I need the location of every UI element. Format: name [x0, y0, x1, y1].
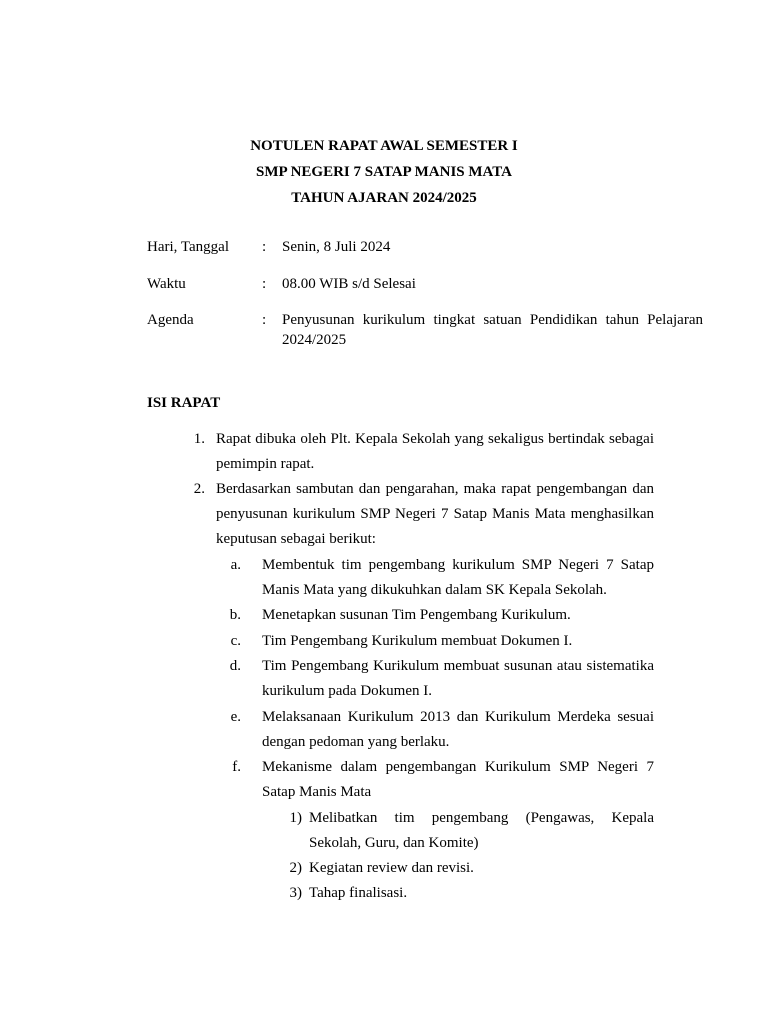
- sub-list-letter: b.: [229, 607, 241, 623]
- sub-list-text: Membentuk tim pengembang kurikulum SMP Negeri 7 Satap Manis Mata yang dikukuhkan dalam SK Kepala Sekolah.: [262, 557, 654, 598]
- sub-list-text: Mekanisme dalam pengembangan Kurikulum SMP Negeri 7 Satap Manis Mata: [262, 759, 654, 800]
- meta-value: Penyusunan kurikulum tingkat satuan Pendidikan tahun Pelajaran 2024/2025: [282, 312, 703, 348]
- sub-list-text: Tim Pengembang Kurikulum membuat susunan atau sistematika kurikulum pada Dokumen I.: [262, 658, 654, 699]
- sub-list-letter: a.: [230, 557, 241, 573]
- list-number: 2.: [193, 481, 205, 497]
- sub-list-text: Melaksanaan Kurikulum 2013 dan Kurikulum Merdeka sesuai dengan pedoman yang berlaku.: [262, 709, 654, 750]
- sub-sub-list-number: 2): [289, 860, 302, 876]
- sub-list-letter: d.: [229, 658, 241, 674]
- sub-list-letter: f.: [232, 759, 241, 775]
- meta-colon: :: [262, 276, 267, 292]
- list-text: Rapat dibuka oleh Plt. Kepala Sekolah yang sekaligus bertindak sebagai pemimpin rapat.: [216, 431, 654, 472]
- meta-value: Senin, 8 Juli 2024: [282, 239, 391, 255]
- meta-label: Waktu: [147, 276, 186, 292]
- list-text: Berdasarkan sambutan dan pengarahan, maka rapat pengembangan dan penyusunan kurikulum SMP Negeri 7 Satap Manis Mata menghasilkan keputusan sebagai berikut:: [216, 481, 654, 547]
- sub-sub-list-text: Tahap finalisasi.: [309, 885, 408, 901]
- meta-label: Agenda: [147, 312, 194, 328]
- sub-sub-list-text: Kegiatan review dan revisi.: [309, 860, 474, 876]
- document-title: NOTULEN RAPAT AWAL SEMESTER I: [250, 138, 518, 154]
- list-number: 1.: [193, 431, 205, 447]
- sub-list-text: Menetapkan susunan Tim Pengembang Kurikulum.: [262, 607, 571, 623]
- sub-list-letter: c.: [230, 633, 241, 649]
- meta-colon: :: [262, 312, 267, 328]
- school-name: SMP NEGERI 7 SATAP MANIS MATA: [256, 164, 512, 180]
- academic-year: TAHUN AJARAN 2024/2025: [291, 190, 477, 206]
- section-heading: ISI RAPAT: [147, 395, 221, 411]
- sub-sub-list-number: 3): [289, 885, 302, 901]
- meta-colon: :: [262, 239, 267, 255]
- sub-list-text: Tim Pengembang Kurikulum membuat Dokumen I.: [262, 633, 573, 649]
- meta-label: Hari, Tanggal: [147, 239, 229, 255]
- sub-sub-list-text: Melibatkan tim pengembang (Pengawas, Kepala Sekolah, Guru, dan Komite): [309, 810, 654, 851]
- sub-sub-list-number: 1): [289, 810, 302, 826]
- sub-list-letter: e.: [230, 709, 241, 725]
- meta-value: 08.00 WIB s/d Selesai: [282, 276, 416, 292]
